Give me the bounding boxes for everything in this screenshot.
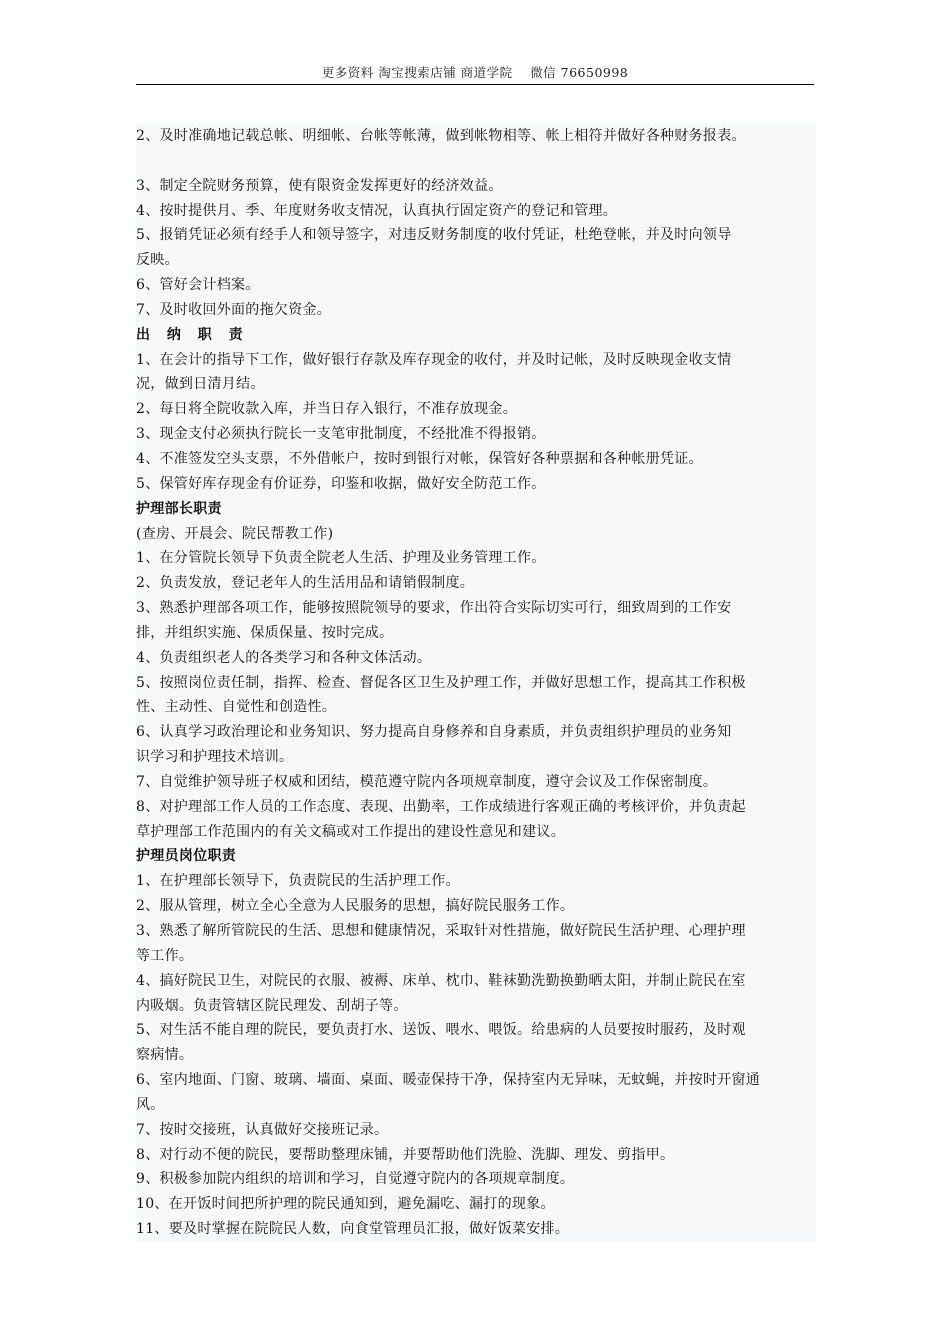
paragraph-line: 4、搞好院民卫生，对院民的衣服、被褥、床单、枕巾、鞋袜勤洗勤换勤晒太阳，并制止院民在室	[136, 972, 746, 989]
paragraph-line: 7、自觉维护领导班子权威和团结，模范遵守院内各项规章制度，遵守会议及工作保密制度。	[136, 773, 718, 790]
paragraph-line: 等工作。	[136, 947, 194, 964]
paragraph-line: 6、室内地面、门窗、玻璃、墙面、桌面、暖壶保持干净，保持室内无异味，无蚊蝇，并按时开窗通	[136, 1072, 761, 1089]
header-text: 更多资料 淘宝搜索店铺 商道学院 微信 76650998	[321, 65, 629, 80]
document-body	[136, 124, 816, 1242]
paragraph-line: 6、管好会计档案。	[136, 277, 260, 294]
paragraph-line: 8、对行动不便的院民，要帮助整理床铺，并要帮助他们洗脸、洗脚、理发、剪指甲。	[136, 1146, 675, 1163]
paragraph-line: 5、报销凭证必须有经手人和领导签字，对违反财务制度的收付凭证，杜绝登帐，并及时向领导	[136, 227, 732, 244]
paragraph-line: 6、认真学习政治理论和业务知识、努力提高自身修养和自身素质，并负责组织护理员的业务知	[136, 724, 732, 741]
paragraph-line: 3、熟悉护理部各项工作，能够按照院领导的要求，作出符合实际切实可行，细致周到的工作安	[136, 600, 732, 617]
paragraph-line: 4、负责组织老人的各类学习和各种文体活动。	[136, 649, 432, 666]
paragraph-line: 内吸烟。负责管辖区院民理发、刮胡子等。	[136, 997, 408, 1014]
page-header	[136, 62, 814, 85]
paragraph-line: 5、按照岗位责任制，指挥、检查、督促各区卫生及护理工作，并做好思想工作，提高其工作积极	[136, 674, 746, 691]
paragraph-line: 7、及时收回外面的拖欠资金。	[136, 301, 332, 318]
section-heading-cashier: 出 纳 职 责	[136, 326, 249, 343]
paragraph-line: 草护理部工作范围内的有关文稿或对工作提出的建设性意见和建议。	[136, 823, 565, 840]
paragraph-line: 11、要及时掌握在院院民人数，向食堂管理员汇报，做好饭菜安排。	[136, 1221, 570, 1238]
paragraph-line: 9、积极参加院内组织的培训和学习，自觉遵守院内的各项规章制度。	[136, 1171, 575, 1188]
paragraph-line: 5、保管好库存现金有价证券，印鉴和收据，做好安全防范工作。	[136, 475, 546, 492]
blank-line	[136, 149, 816, 174]
paragraph-line: 风。	[136, 1096, 165, 1113]
paragraph-line: 性、主动性、自觉性和创造性。	[136, 699, 337, 716]
paragraph-line: 2、服从管理，树立全心全意为人民服务的思想，搞好院民服务工作。	[136, 898, 575, 915]
paragraph-line: 1、在分管院长领导下负责全院老人生活、护理及业务管理工作。	[136, 550, 546, 567]
section-heading-nurse: 护理员岗位职责	[136, 848, 237, 865]
paragraph-line: 2、每日将全院收款入库，并当日存入银行，不准存放现金。	[136, 401, 518, 418]
paragraph-line: 2、负责发放，登记老年人的生活用品和请销假制度。	[136, 575, 475, 592]
paragraph-line: 4、按时提供月、季、年度财务收支情况，认真执行固定资产的登记和管理。	[136, 202, 618, 219]
paragraph-line: 况，做到日清月结。	[136, 376, 265, 393]
paragraph-line: 1、在会计的指导下工作，做好银行存款及库存现金的收付，并及时记帐，及时反映现金收支情	[136, 351, 732, 368]
paragraph-line: 5、对生活不能自理的院民，要负责打水、送饭、喂水、喂饭。给患病的人员要按时服药，及时观	[136, 1022, 746, 1039]
paragraph-line: 3、熟悉了解所管院民的生活、思想和健康情况，采取针对性措施，做好院民生活护理、心理护理	[136, 923, 746, 939]
section-heading-nursing-head: 护理部长职责	[136, 500, 222, 517]
paragraph-line: 2、及时准确地记载总帐、明细帐、台帐等帐薄，做到帐物相等、帐上相符并做好各种财务报表。	[136, 128, 746, 144]
paragraph-line: 察病情。	[136, 1047, 194, 1064]
paragraph-line: 8、对护理部工作人员的工作态度、表现、出勤率，工作成绩进行客观正确的考核评价，并负责起	[136, 798, 746, 815]
paragraph-line: 10、在开饭时间把所护理的院民通知到，避免漏吃、漏打的现象。	[136, 1196, 555, 1213]
paragraph-line: 1、在护理部长领导下，负责院民的生活护理工作。	[136, 873, 460, 890]
paragraph-line: 4、不准签发空头支票，不外借帐户，按时到银行对帐，保管好各种票据和各种帐册凭证。	[136, 450, 703, 467]
section-subtitle: (查房、开晨会、院民帮教工作)	[136, 525, 334, 542]
paragraph-line: 3、现金支付必须执行院长一支笔审批制度，不经批准不得报销。	[136, 426, 546, 443]
paragraph-line: 3、制定全院财务预算，使有限资金发挥更好的经济效益。	[136, 177, 503, 194]
paragraph-line: 识学习和护理技术培训。	[136, 749, 294, 766]
paragraph-line: 反映。	[136, 252, 179, 269]
paragraph-line: 7、按时交接班，认真做好交接班记录。	[136, 1121, 389, 1138]
paragraph-line: 排，并组织实施、保质保量、按时完成。	[136, 624, 394, 641]
